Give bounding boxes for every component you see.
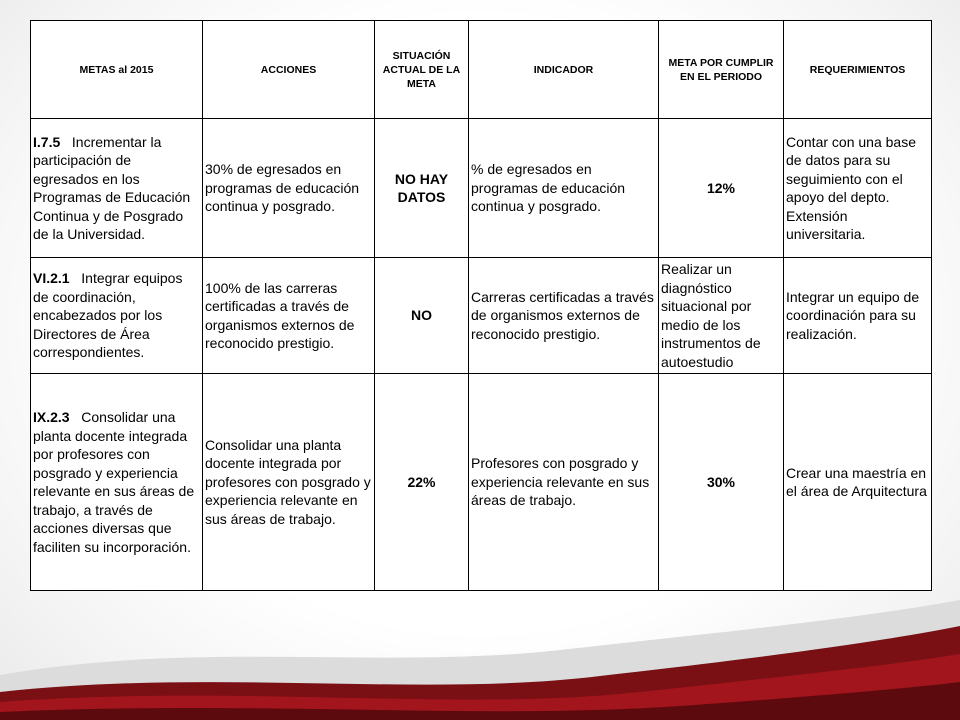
meta-code: IX.2.3: [33, 409, 70, 425]
header-acciones: ACCIONES: [203, 21, 375, 119]
requerimiento-cell: Contar con una base de datos para su seguimiento con el apoyo del depto. Extensión universitaria.: [784, 119, 932, 258]
table-row: [31, 374, 932, 591]
header-indicador: INDICADOR: [469, 21, 659, 119]
plan-table: [30, 20, 932, 591]
header-row: [31, 21, 932, 119]
indicador-cell: Carreras certificadas a través de organismos externos de reconocido prestigio.: [469, 258, 659, 374]
accion-cell: Consolidar una planta docente integrada por profesores con posgrado y experiencia relevante en sus áreas de trabajo.: [203, 374, 375, 591]
meta-cell: [31, 374, 203, 591]
situacion-cell: 22%: [375, 374, 469, 591]
indicador-cell: Profesores con posgrado y experiencia relevante en sus áreas de trabajo.: [469, 374, 659, 591]
situacion-cell: NO HAY DATOS: [375, 119, 469, 258]
meta-cell: [31, 119, 203, 258]
meta-cumplir-cell: 30%: [659, 374, 784, 591]
decorative-wave: [0, 580, 960, 720]
meta-text: Consolidar una planta docente integrada por profesores con posgrado y experiencia relevante en sus áreas de trabajo, a través de acciones diversas que faciliten su incorporación.: [33, 409, 195, 555]
table-row: [31, 258, 932, 374]
header-requerimientos: REQUERIMIENTOS: [784, 21, 932, 119]
indicador-cell: % de egresados en programas de educación continua y posgrado.: [469, 119, 659, 258]
header-meta-cumplir: META POR CUMPLIR EN EL PERIODO: [659, 21, 784, 119]
meta-code: VI.2.1: [33, 270, 70, 287]
accion-cell: 30% de egresados en programas de educación continua y posgrado.: [203, 119, 375, 258]
meta-cumplir-cell: Realizar un diagnóstico situacional por medio de los instrumentos de autoestudio: [659, 258, 784, 374]
accion-cell: 100% de las carreras certificadas a través de organismos externos de reconocido prestigio.: [203, 258, 375, 374]
table-row: [31, 119, 932, 258]
meta-text: Incrementar la participación de egresados en los Programas de Educación Continua y de Posgrado de la Universidad.: [33, 133, 191, 242]
requerimiento-cell: Crear una maestría en el área de Arquitectura: [784, 374, 932, 591]
header-metas: METAS al 2015: [31, 21, 203, 119]
situacion-cell: NO: [375, 258, 469, 374]
meta-cumplir-cell: 12%: [659, 119, 784, 258]
meta-cell: [31, 258, 203, 374]
requerimiento-cell: Integrar un equipo de coordinación para su realización.: [784, 258, 932, 374]
header-situacion: SITUACIÓN ACTUAL DE LA META: [375, 21, 469, 119]
meta-text: Integrar equipos de coordinación, encabezados por los Directores de Área correspondientes.: [33, 270, 183, 361]
meta-code: I.7.5: [33, 133, 61, 150]
